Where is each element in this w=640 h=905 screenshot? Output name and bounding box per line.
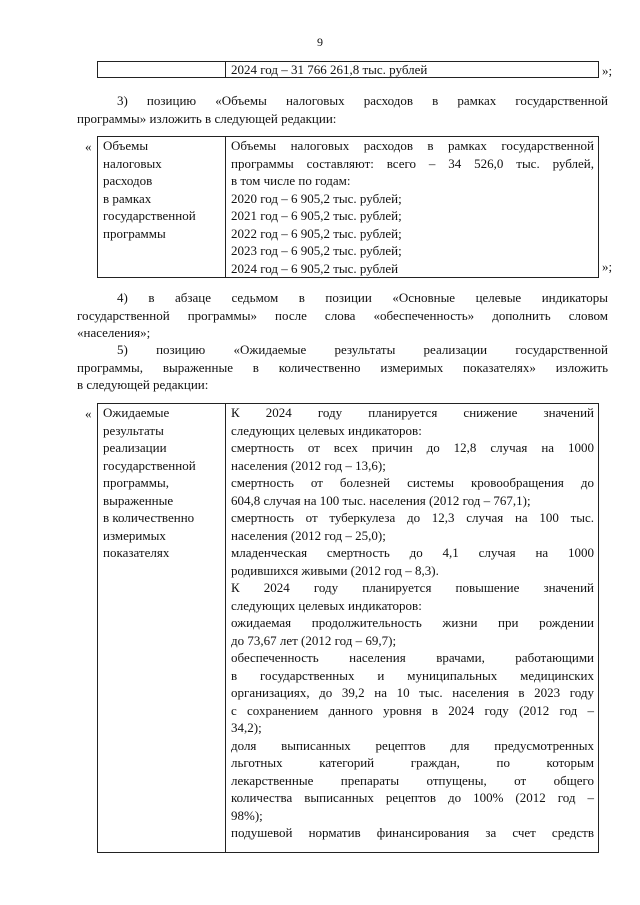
results-table-right-line: младенческая смертность до 4,1 случая на 1000: [231, 545, 594, 560]
results-table-right-line: следующих целевых индикаторов:: [231, 422, 422, 438]
paragraph-5: [77, 341, 608, 394]
tax-table-right-line: 2024 год – 6 905,2 тыс. рублей: [231, 260, 399, 276]
results-table-right-line: с сохранением данного уровня в 2024 году (2012 год –: [231, 702, 594, 718]
tax-table-right-line: программы составляют: всего – 34 526,0 тыс. рублей,: [231, 155, 594, 171]
tax-table-right-line: Объемы налоговых расходов в рамках государственной: [231, 138, 594, 153]
results-table-right-line: в государственных и муниципальных медицинских: [231, 667, 594, 683]
paragraph-3-line-2: программы» изложить в следующей редакции:: [77, 110, 337, 126]
paragraph-4-line-1: 4) в абзаце седьмом в позиции «Основные целевые индикаторы: [117, 290, 608, 305]
results-table-left-line: результаты: [103, 422, 164, 438]
results-table-left-line: показателях: [103, 545, 170, 560]
top-table-left-cell: [98, 62, 226, 78]
results-table-left-line: выраженные: [103, 492, 174, 508]
tax-table-left-line: государственной: [103, 208, 196, 223]
table-2-open-quote: «: [85, 406, 92, 421]
tax-table-right-line: 2023 год – 6 905,2 тыс. рублей;: [231, 243, 402, 258]
results-table-right-line: смертность от туберкулеза до 12,3 случая на 100 тыс.: [231, 510, 594, 525]
results-table-right-line: К 2024 году планируется снижение значений: [231, 405, 594, 420]
results-table-left-line: государственной: [103, 457, 196, 473]
paragraph-4-line-2: государственной программы» после слова «обеспеченность» дополнить словом: [77, 307, 608, 323]
paragraph-3: [77, 92, 608, 127]
results-table-right-line: следующих целевых индикаторов:: [231, 597, 422, 613]
results-table-right-line: количества выписанных рецептов до 100% (2012 год –: [231, 790, 594, 805]
top-table-close-quote: »;: [602, 63, 613, 78]
results-table-right-line: населения (2012 год – 13,6);: [231, 457, 386, 473]
tax-table-left-line: программы: [103, 225, 166, 241]
tax-table-right-line: в том числе по годам:: [231, 173, 351, 188]
results-table-right-line: 604,8 случая на 100 тыс. населения (2012 год – 767,1);: [231, 492, 531, 508]
paragraph-3-line-1: 3) позицию «Объемы налоговых расходов в рамках государственной: [117, 93, 608, 108]
results-table-right-line: обеспеченность населения врачами, работающими: [231, 650, 594, 665]
results-table-right-lines: [231, 404, 594, 842]
results-table-right-line: подушевой норматив финансирования за счет средств: [231, 825, 594, 840]
paragraph-5-line-3: в следующей редакции:: [77, 377, 209, 392]
results-table-right-line: родившихся живыми (2012 год – 8,3).: [231, 562, 439, 578]
paragraph-5-line-1: 5) позицию «Ожидаемые результаты реализации государственной: [117, 342, 608, 357]
results-table-right-line: смертность от всех причин до 12,8 случая на 1000: [231, 440, 594, 455]
tax-expenditures-table: [97, 136, 599, 278]
results-table-right-line: доля выписанных рецептов для предусмотренных: [231, 737, 594, 753]
results-table-right-line: смертность от болезней системы кровообращения до: [231, 475, 594, 490]
results-table-left-line: реализации: [103, 440, 167, 455]
top-table-text: 2024 год – 31 766 261,8 тыс. рублей: [231, 62, 428, 77]
tax-table-left-line: расходов: [103, 173, 153, 188]
top-table-right-cell: [226, 62, 599, 78]
results-table-left-line: Ожидаемые: [103, 405, 170, 420]
paragraph-4-line-3: «населения»;: [77, 325, 151, 340]
results-table-left-cell: [98, 404, 226, 853]
results-table-right-line: лекарственные препараты отпущены, от общего: [231, 772, 594, 788]
expected-results-table: [97, 403, 599, 853]
tax-table-right-line: 2022 год – 6 905,2 тыс. рублей;: [231, 225, 402, 241]
results-table-right-line: К 2024 году планируется повышение значений: [231, 580, 594, 595]
results-table-right-line: 34,2);: [231, 720, 262, 735]
results-table-right-line: населения (2012 год – 25,0);: [231, 527, 386, 543]
paragraph-4: [77, 289, 608, 342]
results-table-right-line: организациях, до 39,2 на 10 тыс. населения в 2023 году: [231, 685, 594, 700]
results-table-left-line: программы,: [103, 475, 169, 490]
tax-table-left-line: налоговых: [103, 155, 162, 171]
tax-table-right-cell: [226, 137, 599, 278]
page-number: 9: [317, 35, 323, 49]
top-table: [97, 61, 599, 78]
table-1-close-quote: »;: [602, 259, 613, 274]
tax-table-right-line: 2020 год – 6 905,2 тыс. рублей;: [231, 190, 402, 206]
results-table-right-cell: [226, 404, 599, 853]
results-table-right-line: 98%);: [231, 807, 263, 823]
tax-table-left-cell: [98, 137, 226, 278]
table-1-open-quote: «: [85, 139, 92, 154]
results-table-left-line: в количественно: [103, 510, 195, 525]
tax-table-left-line: Объемы: [103, 138, 149, 153]
tax-table-left-line: в рамках: [103, 190, 152, 206]
results-table-left-line: измеримых: [103, 527, 166, 543]
tax-table-right-line: 2021 год – 6 905,2 тыс. рублей;: [231, 208, 402, 223]
paragraph-5-line-2: программы, выраженные в количественно измеримых показателях» изложить: [77, 359, 608, 375]
results-table-right-line: льготных категорий граждан, по которым: [231, 755, 594, 770]
results-table-right-line: ожидаемая продолжительность жизни при рождении: [231, 615, 594, 630]
results-table-right-line: до 73,67 лет (2012 год – 69,7);: [231, 632, 397, 648]
